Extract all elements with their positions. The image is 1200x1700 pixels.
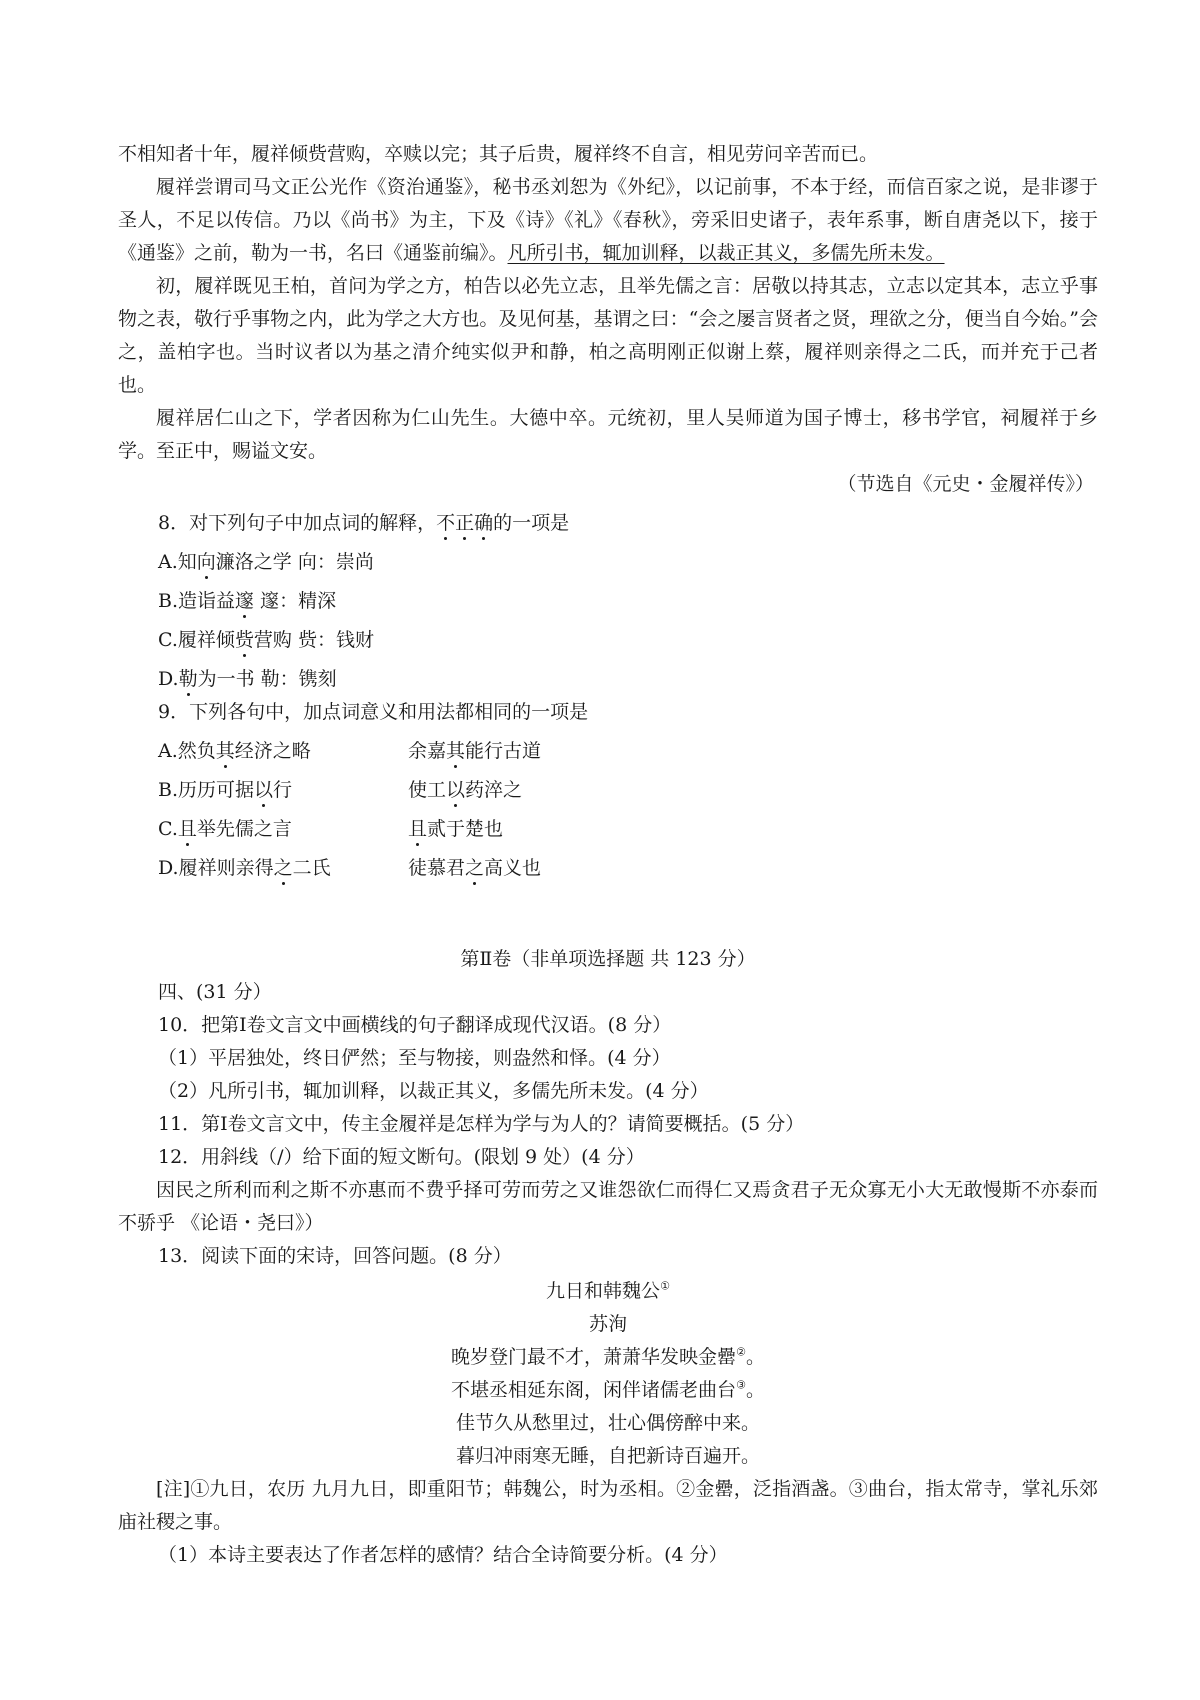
footnote-marker: ③	[736, 1378, 746, 1392]
q8-option-a[interactable]	[158, 546, 1098, 579]
underlined-sentence: 凡所引书，辄加训释，以裁正其义，多儒先所未发。	[507, 242, 945, 264]
option-text: B.造诣益	[158, 590, 236, 612]
option-left	[158, 813, 408, 846]
question-8-stem	[158, 507, 1098, 540]
option-text: 邃：精深	[254, 590, 337, 612]
option-text: 行	[273, 779, 293, 801]
poem-line	[118, 1374, 1098, 1407]
option-text: C.履祥倾	[158, 629, 235, 651]
q9-option-a[interactable]	[158, 735, 1098, 768]
dotted-word: 且	[178, 813, 197, 846]
option-text: 徒慕君	[408, 857, 466, 879]
option-left	[158, 774, 408, 807]
question-12-text: 因民之所利而利之斯不亦惠而不费乎择可劳而劳之又谁怨欲仁而得仁又焉贪君子无众寡无小大无敢慢斯不亦泰而不骄乎 《论语・尧曰》）	[118, 1179, 1098, 1234]
q9-option-b[interactable]	[158, 774, 1098, 807]
option-text: C.	[158, 818, 178, 840]
option-text: 二氏	[292, 857, 331, 879]
dotted-word: 之	[274, 852, 293, 885]
dotted-word: 邃	[235, 585, 254, 618]
q9-option-d[interactable]	[158, 852, 1098, 885]
poem-line	[118, 1341, 1098, 1374]
q8-option-c[interactable]	[158, 624, 1098, 657]
option-text: 为一书 勒：镌刻	[197, 668, 337, 690]
poem-line: 暮归冲雨寒无睡，自把新诗百遍开。	[455, 1445, 760, 1467]
option-right	[408, 813, 503, 846]
poem-line-end: 。	[745, 1379, 765, 1401]
option-text: 能行古道	[465, 740, 542, 762]
poem-line-text: 不堪丞相延东阁，闲伴诸儒老曲台	[451, 1379, 737, 1401]
poem-title	[118, 1275, 1098, 1308]
dotted-word: 勒	[179, 663, 198, 696]
option-text: A.知	[158, 551, 197, 573]
dotted-word: 其	[216, 735, 235, 768]
q9-option-c[interactable]	[158, 813, 1098, 846]
dotted-word: 向	[197, 546, 216, 579]
option-text: 使工	[408, 779, 447, 801]
option-text: 营购 赀：钱财	[253, 629, 374, 651]
question-13: 13．阅读下面的宋诗，回答问题。(8 分）	[158, 1245, 512, 1267]
option-text: 经济之略	[234, 740, 311, 762]
option-text: B.历历可据	[158, 779, 255, 801]
option-right	[408, 852, 541, 885]
option-left	[158, 735, 408, 768]
part-4-heading: 四、(31 分）	[158, 981, 272, 1003]
poem-line-end: 。	[745, 1346, 765, 1368]
option-right	[408, 774, 522, 807]
section-2-title: 第Ⅱ卷（非单项选择题 共 123 分）	[460, 948, 756, 970]
q8-dotted-word: 正	[455, 507, 474, 540]
question-11: 11．第Ⅰ卷文言文中，传主金履祥是怎样为学与为人的？请简要概括。(5 分）	[158, 1113, 805, 1135]
question-10-2: （2）凡所引书，辄加训释，以裁正其义，多儒先所未发。(4 分）	[158, 1080, 709, 1102]
footnote-marker: ②	[736, 1345, 746, 1359]
poem-title-text: 九日和韩魏公	[546, 1280, 661, 1302]
option-text: D.	[158, 668, 179, 690]
passage-paragraph-1: 不相知者十年，履祥倾赀营购，卒赎以完；其子后贵，履祥终不自言，相见劳问辛苦而已。	[118, 143, 879, 165]
q8-stem-start: 8．对下列句子中加点词的解释，	[158, 512, 437, 534]
option-text: 濂洛之学 向：崇尚	[215, 551, 374, 573]
question-10: 10．把第Ⅰ卷文言文中画横线的句子翻译成现代汉语。(8 分）	[158, 1014, 672, 1036]
option-text: 余嘉	[408, 740, 447, 762]
option-text: D.履祥则亲得	[158, 857, 274, 879]
q8-dotted-word: 确	[474, 507, 493, 540]
option-right	[408, 735, 541, 768]
passage-paragraph-2	[118, 171, 1098, 270]
passage-paragraph-4: 履祥居仁山之下，学者因称为仁山先生。大德中卒。元统初，里人吴师道为国子博士，移书学官，祠履祥于乡学。至正中，赐谥文安。	[118, 407, 1098, 462]
option-text: 贰于楚也	[427, 818, 504, 840]
q8-option-d[interactable]	[158, 663, 1098, 696]
footnote-marker: ①	[660, 1279, 670, 1293]
q8-dotted-word: 不	[436, 507, 455, 540]
passage-paragraph-2-text: 履祥尝谓司马文正公光作《资治通鉴》，秘书丞刘恕为《外纪》，以记前事，不本于经，而信百家之说，是非谬于圣人，不足以传信。乃以《尚书》为主，下及《诗》《礼》《春秋》，旁采旧史诸子，表年系事，断自唐尧以下，接于《通鉴》之前，勒为一书，名曰《通鉴前编》。	[118, 176, 1098, 264]
poem-line: 佳节久从愁里过，壮心偶傍醉中来。	[455, 1412, 760, 1434]
dotted-word: 以	[254, 774, 273, 807]
dotted-word: 以	[446, 774, 465, 807]
option-left	[158, 852, 408, 885]
option-text: 药淬之	[465, 779, 523, 801]
question-9-stem: 9．下列各句中，加点词意义和用法都相同的一项是	[158, 701, 589, 723]
question-13-1: （1）本诗主要表达了作者怎样的感情？结合全诗简要分析。(4 分）	[158, 1544, 728, 1566]
dotted-word: 且	[408, 813, 427, 846]
passage-paragraph-3: 初，履祥既见王柏，首问为学之方，柏告以必先立志，且举先儒之言：居敬以持其志，立志以定其本，志立乎事物之表，敬行乎事物之内，此为学之大方也。及见何基，基谓之曰：“会之屡言贤者之贤，理欲之分，便当自今始。”会之，盖柏字也。当时议者以为基之清介纯实似尹和静，柏之高明刚正似谢上蔡，履祥则亲得之二氏，而并充于己者也。	[118, 275, 1098, 396]
question-10-1: （1）平居独处，终日俨然；至与物接，则盎然和怿。(4 分）	[158, 1047, 671, 1069]
q8-stem-end: 的一项是	[493, 512, 570, 534]
poem-author: 苏洵	[588, 1313, 627, 1335]
question-12: 12．用斜线（/）给下面的短文断句。(限划 9 处）(4 分）	[158, 1146, 645, 1168]
poem-notes: [注]①九日，农历 九月九日，即重阳节；韩魏公，时为丞相。②金罍，泛指酒盏。③曲台，指太常寺，掌礼乐郊庙社稷之事。	[118, 1478, 1098, 1533]
dotted-word: 赀	[235, 624, 254, 657]
passage-source: （节选自《元史・金履祥传》）	[837, 473, 1094, 495]
dotted-word: 之	[465, 852, 484, 885]
option-text: A.然负	[158, 740, 216, 762]
q8-option-b[interactable]	[158, 585, 1098, 618]
dotted-word: 其	[446, 735, 465, 768]
option-text: 举先儒之言	[196, 818, 292, 840]
poem-line-text: 晚岁登门最不才，萧萧华发映金罍	[451, 1346, 737, 1368]
option-text: 高义也	[484, 857, 542, 879]
